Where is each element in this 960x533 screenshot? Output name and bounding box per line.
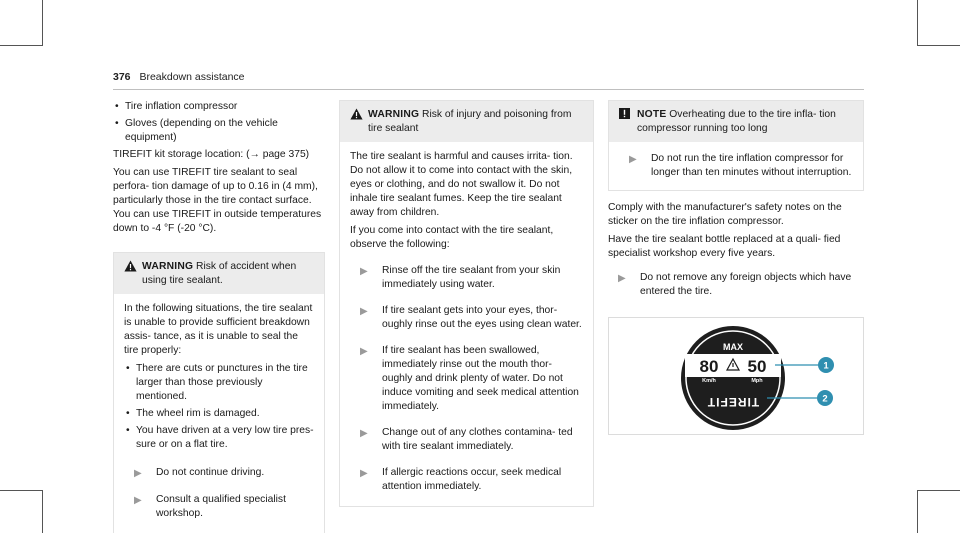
warning-triangle-icon xyxy=(124,260,142,277)
arrow-right-icon: ▶ xyxy=(360,306,368,317)
callout-number: 1 xyxy=(823,360,829,372)
action-step: ▶ Do not remove any foreign objects which have entered the tire. xyxy=(618,272,852,297)
warning-title: Risk of injury and poisoning from tire sealant xyxy=(368,109,572,134)
arrow-right-icon: ▶ xyxy=(629,154,637,165)
list-item: • Gloves (depending on the vehicle equipment) xyxy=(113,117,325,145)
column-left xyxy=(113,100,325,533)
warning-body xyxy=(114,294,324,533)
unit-mph-label: Mph xyxy=(751,378,763,384)
usage-text: You can use TIREFIT tire sealant to seal perfora- tion damage of up to 0.16 in (4 mm), particularly those in the tire contact surface. You can use TIREFIT in outside temperatures down to -4 °F (-20 °C). xyxy=(113,167,322,234)
speed-kmh-value: 80 xyxy=(699,357,719,376)
warning-triangle-icon xyxy=(350,108,368,125)
tirefit-sticker-illustration xyxy=(609,318,863,434)
column-middle xyxy=(339,100,594,507)
warning-box xyxy=(113,252,325,533)
crop-mark xyxy=(0,45,43,46)
warning-paragraph: If you come into contact with the tire sealant, observe the following: xyxy=(350,225,554,250)
warning-intro: In the following situations, the tire sealant is unable to provide sufficient breakdown assis- tance, as it is unable to seal the tire properly: xyxy=(124,303,313,356)
warning-header xyxy=(340,101,593,142)
header-divider xyxy=(113,89,864,90)
list-item: • Tire inflation compressor xyxy=(113,100,325,114)
speed-mph-value: 50 xyxy=(747,357,767,376)
page-number: 376 xyxy=(113,71,131,83)
warning-paragraph: The tire sealant is harmful and causes irrita- tion. Do not allow it to come into contact with the skin, eyes or clothing, and do not swallow it. Do not inhale tire sealant fumes. Keep the tire sealant away from children. xyxy=(350,151,573,218)
crop-mark xyxy=(917,45,960,46)
storage-location-text: TIREFIT kit storage location: (→ page 375) xyxy=(113,149,310,160)
arrow-right-icon: ▶ xyxy=(134,468,142,479)
crop-mark xyxy=(42,0,43,46)
action-step: ▶ Change out of any clothes contamina- ted with tire sealant immediately. xyxy=(360,427,573,452)
note-box xyxy=(608,100,864,191)
warning-label: WARNING xyxy=(368,109,420,120)
arrow-right-icon: ▶ xyxy=(618,273,626,284)
warning-title: Risk of accident when using tire sealant. xyxy=(142,261,297,286)
note-body xyxy=(609,142,863,190)
warning-box xyxy=(339,100,594,507)
note-title: Overheating due to the tire infla- tion compressor running too long xyxy=(637,109,836,134)
crop-mark xyxy=(917,0,918,46)
svg-text:TIREFIT: TIREFIT xyxy=(706,395,760,409)
unit-kmh-label: Km/h xyxy=(702,378,716,384)
page-header xyxy=(113,70,245,84)
warning-body xyxy=(340,142,593,506)
warning-label: WARNING xyxy=(142,261,194,272)
action-step: ▶ Rinse off the tire sealant from your skin immediately using water. xyxy=(360,265,561,290)
list-item: • You have driven at a very low tire pres- sure or on a flat tire. xyxy=(124,424,314,452)
exclamation-square-icon xyxy=(619,108,637,124)
tirefit-sticker-figure xyxy=(608,317,864,435)
action-step: ▶ If tire sealant gets into your eyes, thor- oughly rinse out the eyes using clean water. xyxy=(360,305,582,330)
action-step: ▶ Consult a qualified specialist workshop. xyxy=(134,494,286,519)
callout-number: 2 xyxy=(822,393,828,405)
crop-mark xyxy=(917,490,960,491)
action-step: ▶ Do not continue driving. xyxy=(134,467,265,479)
arrow-right-icon: ▶ xyxy=(360,428,368,439)
crop-mark xyxy=(42,490,43,533)
action-step: ▶ If allergic reactions occur, seek medical attention immediately. xyxy=(360,467,562,492)
crop-mark xyxy=(917,490,918,533)
tirefit-brand-text xyxy=(707,395,759,409)
warning-header xyxy=(114,253,324,294)
arrow-right-icon: ▶ xyxy=(134,495,142,506)
note-label: NOTE xyxy=(637,109,667,120)
action-step: ▶ Do not run the tire inflation compressor for longer than ten minutes without interruption. xyxy=(629,153,852,178)
paragraph: Comply with the manufacturer's safety notes on the sticker on the tire inflation compressor. xyxy=(608,202,842,227)
section-title: Breakdown assistance xyxy=(139,71,245,83)
max-label: MAX xyxy=(723,342,743,352)
arrow-right-icon: ▶ xyxy=(360,468,368,479)
list-item: • The wheel rim is damaged. xyxy=(124,407,314,421)
arrow-right-icon: ▶ xyxy=(360,266,368,277)
action-step: ▶ If tire sealant has been swallowed, immediately rinse out the mouth thor- oughly and drink plenty of water. Do not induce vomiting and seek medical attention immediately. xyxy=(360,345,579,412)
list-item: • There are cuts or punctures in the tire larger than those previously mentioned. xyxy=(124,362,314,404)
crop-mark xyxy=(0,490,43,491)
note-header xyxy=(609,101,863,142)
column-right xyxy=(608,100,864,435)
paragraph: Have the tire sealant bottle replaced at a quali- fied specialist workshop every five years. xyxy=(608,234,841,259)
arrow-right-icon: ▶ xyxy=(360,346,368,357)
